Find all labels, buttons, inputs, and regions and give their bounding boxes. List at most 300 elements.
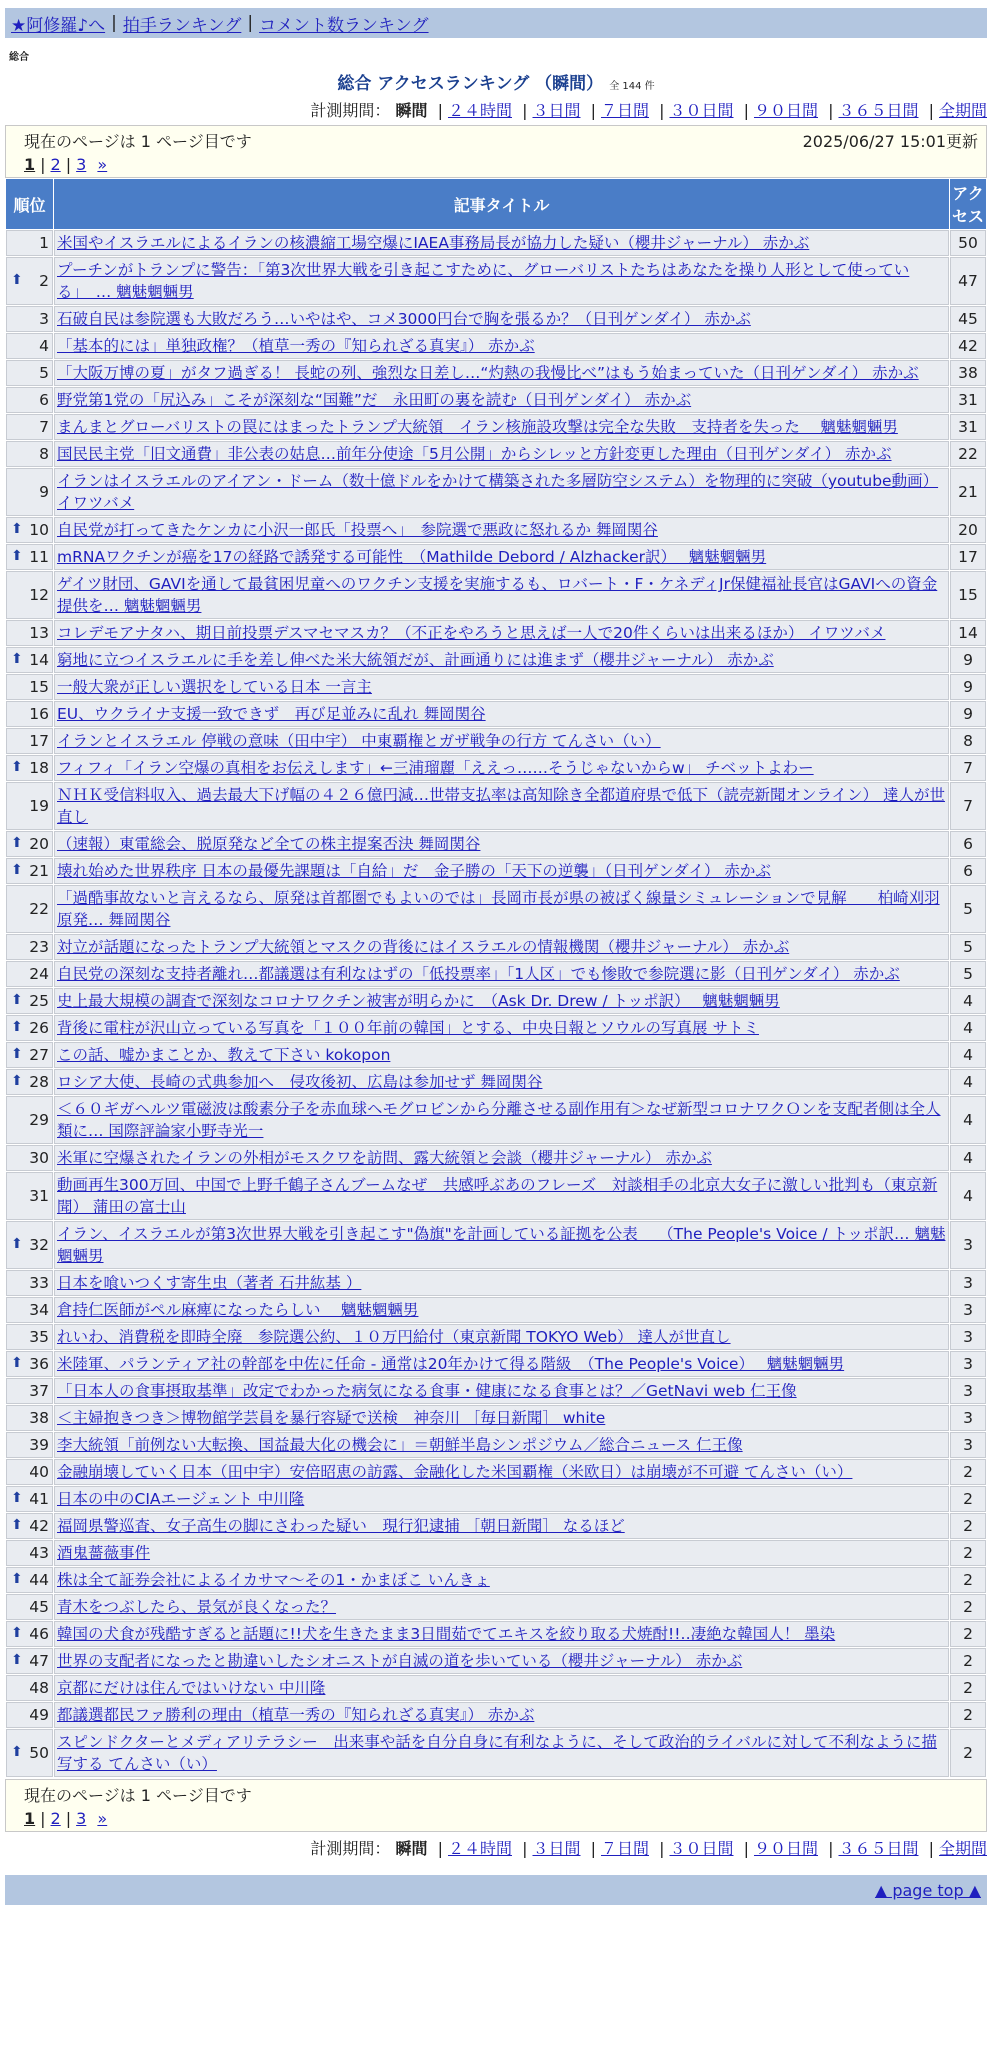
article-title-link[interactable]: 酒鬼薔薇事件 <box>57 1544 151 1562</box>
article-title-link[interactable]: 京都にだけは住んではいけない 中川隆 <box>57 1679 326 1697</box>
article-title-link[interactable]: 壊れ始めた世界秩序 日本の最優先課題は「自給」だ 金子勝の「天下の逆襲」（日刊ゲンダイ） 赤かぶ <box>57 862 771 880</box>
next-page-link[interactable]: » <box>97 155 108 174</box>
access-count: 2 <box>950 1675 986 1701</box>
access-count: 9 <box>950 674 986 700</box>
table-row <box>6 674 986 700</box>
rank-number: 32 <box>29 1236 49 1254</box>
table-row <box>6 1486 986 1512</box>
title-cell <box>54 517 949 543</box>
title-cell <box>54 333 949 359</box>
period-option-3d[interactable]: ３日間 <box>532 101 581 120</box>
rank-number: 21 <box>29 862 49 880</box>
period-option-all[interactable]: 全期間 <box>938 101 987 120</box>
article-title-link[interactable]: 株は全て証券会社によるイカサマ〜その1・かまぼこ いんきょ <box>57 1571 490 1589</box>
article-title-link[interactable]: プーチンがトランプに警告：「第3次世界大戦を引き起こすために、グローバリストたちはあなたを操り人形として使っている」 … 魑魅魍魎男 <box>57 261 910 301</box>
access-count: 2 <box>950 1486 986 1512</box>
title-cell <box>54 1378 949 1404</box>
table-row <box>6 1567 986 1593</box>
page-top-link[interactable]: ▲ page top ▲ <box>874 1880 981 1900</box>
period-option-90d[interactable]: ９０日間 <box>753 101 818 120</box>
access-count: 2 <box>950 1594 986 1620</box>
access-count: 9 <box>950 701 986 727</box>
rank-cell <box>6 755 53 781</box>
article-title-link[interactable]: まんまとグローバリストの罠にはまったトランプ大統領 イラン核施設攻撃は完全な失敗 支持者を失った 魑魅魍魎男 <box>57 418 898 436</box>
title-cell <box>54 1432 949 1458</box>
rank-up-arrow-icon: ⬆ <box>11 651 23 667</box>
article-title-link[interactable]: この話、嘘かまことか、教えて下さい kokopon <box>57 1046 391 1064</box>
rank-up-arrow-icon: ⬆ <box>11 521 23 537</box>
rank-number: 39 <box>29 1436 49 1454</box>
access-count: 5 <box>950 885 986 933</box>
title-cell <box>54 1405 949 1431</box>
period-label: 計測期間： <box>310 101 391 120</box>
title-cell <box>54 414 949 440</box>
rank-cell <box>6 1513 53 1539</box>
period-option-90d[interactable]: ９０日間 <box>753 1839 818 1858</box>
table-row <box>6 414 986 440</box>
rank-cell <box>6 1297 53 1323</box>
table-row <box>6 1513 986 1539</box>
article-title-link[interactable]: 韓国の犬食が残酷すぎると話題に!!犬を生きたまま3日間茹でてエキスを絞り取る犬焼酎!!‥凄絶な韓国人！ 墨染 <box>57 1625 836 1643</box>
title-cell <box>54 1513 949 1539</box>
table-row <box>6 1096 986 1144</box>
table-row <box>6 1297 986 1323</box>
table-row <box>6 1351 986 1377</box>
table-row <box>6 620 986 646</box>
period-current: 瞬間 <box>395 101 428 120</box>
table-row <box>6 1594 986 1620</box>
page-title <box>5 69 987 94</box>
rank-cell <box>6 1648 53 1674</box>
table-row <box>6 306 986 332</box>
rank-number: 35 <box>29 1328 49 1346</box>
rank-number: 43 <box>29 1544 49 1562</box>
article-title-link[interactable]: mRNAワクチンが癌を17の経路で誘発する可能性 （Mathilde Debord / Alzhacker訳） 魑魅魍魎男 <box>57 548 767 566</box>
table-row <box>6 831 986 857</box>
rank-number: 15 <box>29 678 49 696</box>
nav-separator: | <box>247 13 254 33</box>
access-count: 4 <box>950 1069 986 1095</box>
footer-bar <box>5 1875 987 1905</box>
article-title-link[interactable]: 窮地に立つイスラエルに手を差し伸べた米大統領だが、計画通りには進まず（櫻井ジャーナル） 赤かぶ <box>57 651 774 669</box>
title-cell <box>54 701 949 727</box>
rank-up-arrow-icon: ⬆ <box>11 1355 23 1371</box>
article-title-link[interactable]: 「基本的には」単独政権？（植草一秀の『知られざる真実』） 赤かぶ <box>57 337 535 355</box>
article-title-link[interactable]: 自民党の深刻な支持者離れ…都議選は有利なはずの「低投票率」「1人区」でも惨敗で参院選に影（日刊ゲンダイ） 赤かぶ <box>57 965 900 983</box>
title-cell <box>54 1486 949 1512</box>
rank-number: 46 <box>29 1625 49 1643</box>
article-title-link[interactable]: 米軍に空爆されたイランの外相がモスクワを訪問、露大統領と会談（櫻井ジャーナル） 赤かぶ <box>57 1149 712 1167</box>
title-cell <box>54 1297 949 1323</box>
period-option-7d[interactable]: ７日間 <box>600 101 649 120</box>
title-cell <box>54 257 949 305</box>
table-row <box>6 782 986 830</box>
access-count: 42 <box>950 333 986 359</box>
rank-number: 6 <box>39 391 49 409</box>
rank-number: 41 <box>29 1490 49 1508</box>
article-title-link[interactable]: ＜６０ギガヘルツ電磁波は酸素分子を赤血球ヘモグロビンから分離させる副作用有＞なぜ新型コロナワクＯンを支配者側は全人類に… 国際評論家小野寺光一 <box>57 1100 941 1140</box>
page-2-link[interactable]: 2 <box>50 1809 61 1828</box>
article-title-link[interactable]: 史上最大規模の調査で深刻なコロナワクチン被害が明らかに （Ask Dr. Drew / トッポ訳） 魑魅魍魎男 <box>57 992 780 1010</box>
pagination-top: 現在のページは 1 ページ目です 2025/06/27 15:01更新 1 | 2 | 3 » <box>5 125 987 178</box>
rank-number: 1 <box>39 234 49 252</box>
next-page-link[interactable]: » <box>97 1809 108 1828</box>
rank-cell <box>6 1621 53 1647</box>
table-row <box>6 468 986 516</box>
rank-cell <box>6 544 53 570</box>
rank-cell <box>6 306 53 332</box>
table-row <box>6 1540 986 1566</box>
period-current: 瞬間 <box>395 1839 428 1858</box>
current-page-text: 現在のページは 1 ページ目です <box>24 1786 252 1805</box>
title-cell <box>54 1459 949 1485</box>
title-cell <box>54 858 949 884</box>
article-title-link[interactable]: スピンドクターとメディアリテラシー 出来事や話を自分自身に有利なように、そして政治的ライバルに対して不利なように描写する てんさい（い） <box>57 1733 937 1773</box>
article-title-link[interactable]: 世界の支配者になったと勘違いしたシオニストが自滅の道を歩いている（櫻井ジャーナル） 赤かぶ <box>57 1652 743 1670</box>
title-cell <box>54 1270 949 1296</box>
rank-up-arrow-icon: ⬆ <box>11 1073 23 1089</box>
article-title-link[interactable]: 背後に電柱が沢山立っている写真を「１００年前の韓国」とする、中央日報とソウルの写真展 サトミ <box>57 1019 759 1037</box>
access-count: 3 <box>950 1351 986 1377</box>
title-cell <box>54 1042 949 1068</box>
rank-up-arrow-icon: ⬆ <box>11 1571 23 1587</box>
rank-cell <box>6 360 53 386</box>
title-cell <box>54 1351 949 1377</box>
pagination-bottom: 現在のページは 1 ページ目です 1 | 2 | 3 » <box>5 1779 987 1832</box>
article-title-link[interactable]: 日本を喰いつくす寄生虫（著者 石井紘基 ） <box>57 1274 362 1292</box>
table-row <box>6 1042 986 1068</box>
rank-number: 11 <box>29 548 49 566</box>
rank-up-arrow-icon: ⬆ <box>11 1744 23 1760</box>
table-row <box>6 1459 986 1485</box>
access-count: 3 <box>950 1270 986 1296</box>
header-rank: 順位 <box>6 179 53 229</box>
rank-cell <box>6 701 53 727</box>
table-row <box>6 1432 986 1458</box>
table-row <box>6 1648 986 1674</box>
updated-timestamp: 2025/06/27 15:01更新 <box>802 132 978 151</box>
title-cell <box>54 1324 949 1350</box>
total-count: 全 144 件 <box>609 81 655 92</box>
article-title-link[interactable]: イランはイスラエルのアイアン・ドーム（数十億ドルをかけて構築された多層防空システム）を物理的に突破（youtube動画） イワツバメ <box>57 472 939 512</box>
access-count: 2 <box>950 1729 986 1777</box>
access-count: 20 <box>950 517 986 543</box>
rank-cell <box>6 571 53 619</box>
article-title-link[interactable]: EU、ウクライナ支援一致できず 再び足並みに乱れ 舞岡関谷 <box>57 705 486 723</box>
title-cell <box>54 441 949 467</box>
article-title-link[interactable]: （速報）東電総会、脱原発など全ての株主提案否決 舞岡関谷 <box>57 835 481 853</box>
rank-number: 48 <box>29 1679 49 1697</box>
rank-cell <box>6 333 53 359</box>
article-title-link[interactable]: 国民民主党「旧文通費」非公表の姑息…前年分使途「5月公開」からシレッと方針変更した理由（日刊ゲンダイ） 赤かぶ <box>57 445 892 463</box>
access-count: 3 <box>950 1221 986 1269</box>
article-title-link[interactable]: 「日本人の食事摂取基準」改定でわかった病気になる食事・健康になる食事とは？／GetNavi web 仁王像 <box>57 1382 797 1400</box>
rank-cell <box>6 1459 53 1485</box>
rank-number: 19 <box>29 797 49 815</box>
comment-ranking-link[interactable]: コメント数ランキング <box>259 15 429 36</box>
rank-cell <box>6 885 53 933</box>
ranking-table <box>5 178 987 1778</box>
access-count: 15 <box>950 571 986 619</box>
period-option-all[interactable]: 全期間 <box>938 1839 987 1858</box>
page-1-current: 1 <box>24 1809 36 1828</box>
article-title-link[interactable]: コレデモアナタハ、期日前投票デスマセマスカ？（不正をやろうと思えば一人で20件くらいは出来るほか） イワツバメ <box>57 624 886 642</box>
header-title: 記事タイトル <box>54 179 949 229</box>
title-cell <box>54 387 949 413</box>
top-navigation <box>5 8 987 38</box>
rank-number: 44 <box>29 1571 49 1589</box>
rank-up-arrow-icon: ⬆ <box>11 1019 23 1035</box>
period-option-7d[interactable]: ７日間 <box>600 1839 649 1858</box>
title-cell <box>54 988 949 1014</box>
rank-cell <box>6 934 53 960</box>
applause-ranking-link[interactable]: 拍手ランキング <box>122 15 242 36</box>
rank-up-arrow-icon: ⬆ <box>11 835 23 851</box>
rank-cell <box>6 468 53 516</box>
table-row <box>6 1145 986 1171</box>
rank-up-arrow-icon: ⬆ <box>11 1517 23 1533</box>
article-title-link[interactable]: 福岡県警巡査、女子高生の脚にさわった疑い 現行犯逮捕 ［朝日新聞］ なるほど <box>57 1517 625 1535</box>
table-header <box>6 179 986 229</box>
access-count: 3 <box>950 1432 986 1458</box>
rank-number: 34 <box>29 1301 49 1319</box>
article-title-link[interactable]: 自民党が打ってきたケンカに小沢一郎氏「投票へ」 参院選で悪政に怒れるか 舞岡関谷 <box>57 521 658 539</box>
rank-number: 47 <box>29 1652 49 1670</box>
access-count: 2 <box>950 1621 986 1647</box>
access-count: 5 <box>950 961 986 987</box>
rank-cell <box>6 1042 53 1068</box>
rank-number: 5 <box>39 364 49 382</box>
article-title-link[interactable]: 都議選都民ファ勝利の理由（植草一秀の『知られざる真実』） 赤かぶ <box>57 1706 535 1724</box>
article-title-link[interactable]: 米陸軍、パランティア社の幹部を中佐に任命 - 通常は20年かけて得る階級 （The People's Voice） 魑魅魍魎男 <box>57 1355 845 1373</box>
title-cell <box>54 1594 949 1620</box>
article-title-link[interactable]: 一般大衆が正しい選択をしている日本 一言主 <box>57 678 372 696</box>
title-cell <box>54 1172 949 1220</box>
rank-number: 16 <box>29 705 49 723</box>
table-row <box>6 517 986 543</box>
article-title-link[interactable]: 日本の中のCIAエージェント 中川隆 <box>57 1490 305 1508</box>
rank-cell <box>6 441 53 467</box>
rank-up-arrow-icon: ⬆ <box>11 862 23 878</box>
page-3-link[interactable]: 3 <box>76 155 87 174</box>
title-cell <box>54 1145 949 1171</box>
table-row <box>6 961 986 987</box>
access-count: 17 <box>950 544 986 570</box>
title-cell <box>54 1729 949 1777</box>
article-title-link[interactable]: 金融崩壊していく日本（田中宇）安倍昭恵の訪露、金融化した米国覇権（米欧日）は崩壊が不可避 てんさい（い） <box>57 1463 853 1481</box>
article-title-link[interactable]: 李大統領「前例ない大転換、国益最大化の機会に」＝朝鮮半島シンポジウム／総合ニュース 仁王像 <box>57 1436 743 1454</box>
article-title-link[interactable]: 「大阪万博の夏」がタフ過ぎる！ 長蛇の列、強烈な日差し…“灼熱の我慢比べ”はもう始まっていた（日刊ゲンダイ） 赤かぶ <box>57 364 919 382</box>
article-title-link[interactable]: 青木をつぶしたら、景気が良くなった？ <box>57 1598 337 1616</box>
rank-number: 3 <box>39 310 49 328</box>
title-cell <box>54 961 949 987</box>
rank-cell <box>6 1270 53 1296</box>
title-cell <box>54 934 949 960</box>
access-count: 5 <box>950 934 986 960</box>
table-row <box>6 701 986 727</box>
article-title-link[interactable]: ロシア大使、長崎の式典参加へ 侵攻後初、広島は参加せず 舞岡関谷 <box>57 1073 543 1091</box>
article-title-link[interactable]: 倉持仁医師がペル麻痺になったらしい 魑魅魍魎男 <box>57 1301 419 1319</box>
table-row <box>6 1221 986 1269</box>
rank-cell <box>6 782 53 830</box>
period-option-24h[interactable]: ２４時間 <box>447 101 512 120</box>
title-cell <box>54 230 949 256</box>
article-title-link[interactable]: 対立が話題になったトランプ大統領とマスクの背後にはイスラエルの情報機関（櫻井ジャーナル） 赤かぶ <box>57 938 790 956</box>
rank-number: 50 <box>29 1744 49 1762</box>
table-row <box>6 647 986 673</box>
rank-cell <box>6 1567 53 1593</box>
page-2-link[interactable]: 2 <box>50 155 61 174</box>
rank-number: 8 <box>39 445 49 463</box>
title-cell <box>54 728 949 754</box>
rank-number: 29 <box>29 1111 49 1129</box>
rank-number: 13 <box>29 624 49 642</box>
title-cell <box>54 1702 949 1728</box>
period-label: 計測期間： <box>310 1839 391 1858</box>
rank-number: 12 <box>29 586 49 604</box>
rank-cell <box>6 1069 53 1095</box>
title-cell <box>54 1648 949 1674</box>
period-option-30d[interactable]: ３０日間 <box>669 1839 734 1858</box>
rank-up-arrow-icon: ⬆ <box>11 548 23 564</box>
rank-number: 4 <box>39 337 49 355</box>
table-row <box>6 1405 986 1431</box>
title-cell <box>54 1621 949 1647</box>
table-row <box>6 728 986 754</box>
rank-cell <box>6 257 53 305</box>
access-count: 22 <box>950 441 986 467</box>
rank-cell <box>6 961 53 987</box>
table-row <box>6 230 986 256</box>
rank-number: 49 <box>29 1706 49 1724</box>
access-count: 3 <box>950 1405 986 1431</box>
article-title-link[interactable]: イラン、イスラエルが第3次世界大戦を引き起こす"偽旗"を計画している証拠を公表 （The People's Voice / トッポ訳… 魑魅魍魎男 <box>57 1225 946 1265</box>
table-row <box>6 544 986 570</box>
rank-number: 22 <box>29 900 49 918</box>
access-count: 4 <box>950 1172 986 1220</box>
rank-number: 33 <box>29 1274 49 1292</box>
table-row <box>6 257 986 305</box>
rank-number: 40 <box>29 1463 49 1481</box>
article-title-link[interactable]: イランとイスラエル 停戦の意味（田中宇） 中東覇権とガザ戦争の行方 てんさい（い） <box>57 732 661 750</box>
rank-number: 30 <box>29 1149 49 1167</box>
rank-up-arrow-icon: ⬆ <box>11 1236 23 1252</box>
article-title-link[interactable]: フィフィ「イラン空爆の真相をお伝えします」←三浦瑠麗「ええっ……そうじゃないからw」 チベットよわー <box>57 759 814 777</box>
article-title-link[interactable]: れいわ、消費税を即時全廃 参院選公約、１０万円給付（東京新聞 TOKYO Web） 達人が世直し <box>57 1328 731 1346</box>
title-cell <box>54 674 949 700</box>
rank-cell <box>6 1378 53 1404</box>
access-count: 4 <box>950 1096 986 1144</box>
rank-cell <box>6 988 53 1014</box>
article-title-link[interactable]: 「過酷事故ないと言えるなら、原発は首都圏でもよいのでは」長岡市長が県の被ばく線量シミュレーションで見解 柏崎刈羽原発… 舞岡関谷 <box>57 889 940 929</box>
article-title-link[interactable]: ＮＨＫ受信料収入、過去最大下げ幅の４２６億円減…世帯支払率は高知除き全都道府県で低下（読売新聞オンライン） 達人が世直し <box>57 786 945 826</box>
table-row <box>6 1621 986 1647</box>
access-count: 7 <box>950 782 986 830</box>
table-row <box>6 988 986 1014</box>
table-row <box>6 441 986 467</box>
ranking-title: 総合 アクセスランキング （瞬間） <box>337 74 604 94</box>
rank-number: 14 <box>29 651 49 669</box>
access-count: 2 <box>950 1513 986 1539</box>
title-cell <box>54 782 949 830</box>
table-row <box>6 755 986 781</box>
article-title-link[interactable]: ＜主婦抱きつき＞博物館学芸員を暴行容疑で送検 神奈川 ［毎日新聞］ white <box>57 1409 606 1427</box>
access-count: 3 <box>950 1297 986 1323</box>
rank-cell <box>6 230 53 256</box>
period-option-365d[interactable]: ３６５日間 <box>838 101 919 120</box>
rank-cell <box>6 674 53 700</box>
title-cell <box>54 647 949 673</box>
period-option-365d[interactable]: ３６５日間 <box>838 1839 919 1858</box>
access-count: 50 <box>950 230 986 256</box>
access-count: 31 <box>950 387 986 413</box>
table-row <box>6 1729 986 1777</box>
rank-number: 2 <box>39 272 49 290</box>
rank-up-arrow-icon: ⬆ <box>11 759 23 775</box>
title-cell <box>54 571 949 619</box>
access-count: 47 <box>950 257 986 305</box>
title-cell <box>54 306 949 332</box>
rank-up-arrow-icon: ⬆ <box>11 1625 23 1641</box>
article-title-link[interactable]: 野党第1党の「尻込み」こそが深刻な“国難”だ 永田町の裏を読む（日刊ゲンダイ） 赤かぶ <box>57 391 692 409</box>
rank-number: 28 <box>29 1073 49 1091</box>
access-count: 4 <box>950 988 986 1014</box>
rank-cell <box>6 1729 53 1777</box>
rank-cell <box>6 1540 53 1566</box>
access-count: 14 <box>950 620 986 646</box>
table-row <box>6 1378 986 1404</box>
rank-cell <box>6 387 53 413</box>
article-title-link[interactable]: ゲイツ財団、GAVIを通して最貧困児童へのワクチン支援を実施するも、ロバート・F・ケネディJr保健福祉長官はGAVIへの資金提供を… 魑魅魍魎男 <box>57 575 938 615</box>
article-title-link[interactable]: 動画再生300万回、中国で上野千鶴子さんブームなぜ 共感呼ぶあのフレーズ 対談相手の北京大女子に激しい批判も（東京新聞） 蒲田の富士山 <box>57 1176 938 1216</box>
title-cell <box>54 1015 949 1041</box>
nav-separator: | <box>111 13 117 33</box>
current-page-text: 現在のページは 1 ページ目です <box>24 132 252 151</box>
rank-number: 20 <box>29 835 49 853</box>
access-count: 2 <box>950 1567 986 1593</box>
access-count: 4 <box>950 1145 986 1171</box>
rank-up-arrow-icon: ⬆ <box>11 272 23 288</box>
rank-cell <box>6 1675 53 1701</box>
header-access: アクセス <box>950 179 986 229</box>
access-count: 2 <box>950 1648 986 1674</box>
rank-number: 23 <box>29 938 49 956</box>
title-cell <box>54 620 949 646</box>
rank-number: 24 <box>29 965 49 983</box>
rank-cell <box>6 858 53 884</box>
home-link[interactable]: ★阿修羅♪へ <box>11 15 106 36</box>
article-title-link[interactable]: 石破自民は参院選も大敗だろう…いやはや、コメ3000円台で胸を張るか？（日刊ゲンダイ） 赤かぶ <box>57 310 751 328</box>
period-option-3d[interactable]: ３日間 <box>532 1839 581 1858</box>
title-cell <box>54 1540 949 1566</box>
rank-number: 25 <box>29 992 49 1010</box>
rank-number: 10 <box>29 521 49 539</box>
rank-cell <box>6 1432 53 1458</box>
rank-number: 18 <box>29 759 49 777</box>
period-option-24h[interactable]: ２４時間 <box>447 1839 512 1858</box>
title-cell <box>54 360 949 386</box>
page-3-link[interactable]: 3 <box>76 1809 87 1828</box>
table-row <box>6 571 986 619</box>
title-cell <box>54 885 949 933</box>
title-cell <box>54 755 949 781</box>
title-cell <box>54 1069 949 1095</box>
table-row <box>6 1702 986 1728</box>
table-row <box>6 858 986 884</box>
period-option-30d[interactable]: ３０日間 <box>669 101 734 120</box>
article-title-link[interactable]: 米国やイスラエルによるイランの核濃縮工場空爆にIAEA事務局長が協力した疑い（櫻井ジャーナル） 赤かぶ <box>57 234 810 252</box>
rank-cell <box>6 414 53 440</box>
